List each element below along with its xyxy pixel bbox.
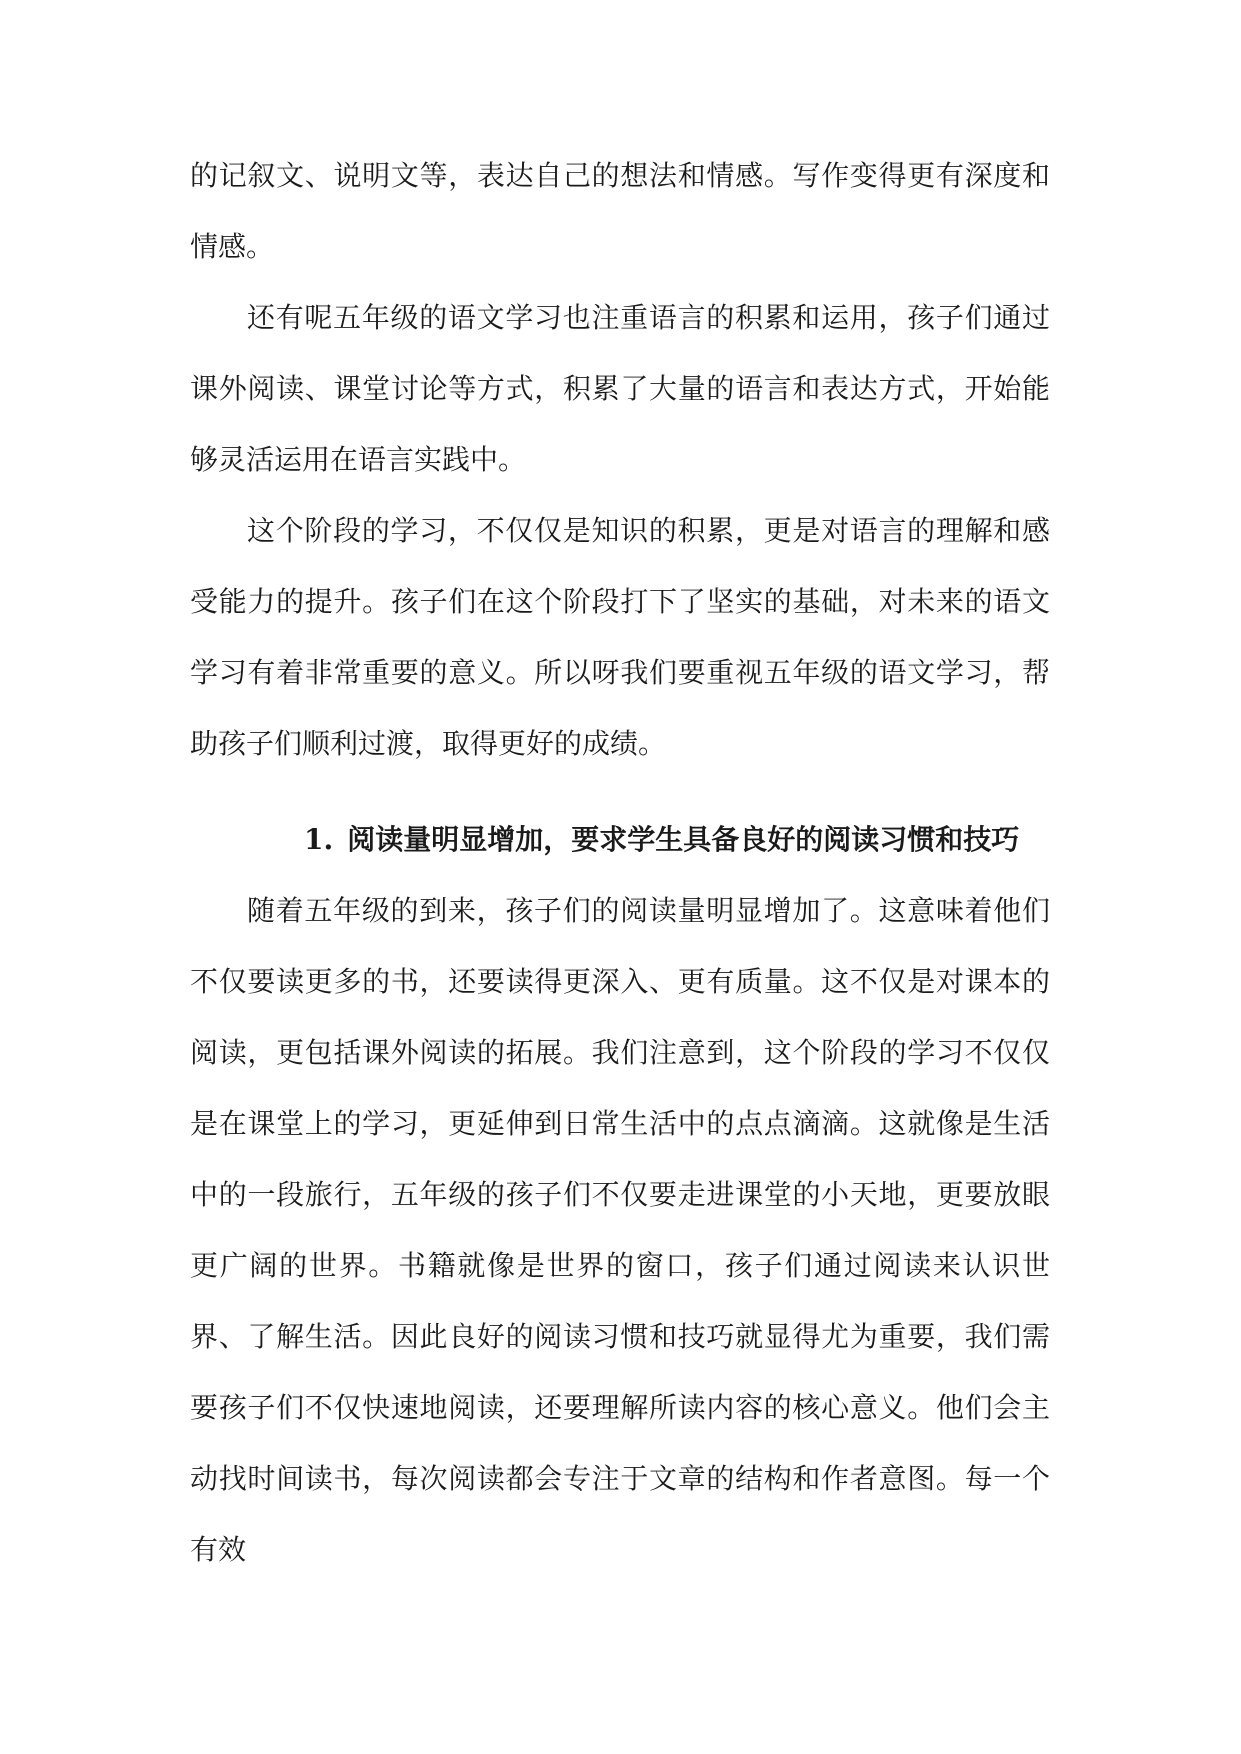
paragraph-continuation: 的记叙文、说明文等，表达自己的想法和情感。写作变得更有深度和情感。 — [190, 159, 1050, 263]
document-page — [190, 140, 1050, 1585]
paragraph-reading-increase: 随着五年级的到来，孩子们的阅读量明显增加了。这意味着他们不仅要读更多的书，还要读得更深入、更有质量。这不仅是对课本的阅读，更包括课外阅读的拓展。我们注意到，这个阶段的学习不仅仅是在课堂上的学习，更延伸到日常生活中的点点滴滴。这就像是生活中的一段旅行，五年级的孩子们不仅要走进课堂的小天地，更要放眼更广阔的世界。书籍就像是世界的窗口，孩子们通过阅读来认识世界、了解生活。因此良好的阅读习惯和技巧就显得尤为重要，我们需要孩子们不仅快速地阅读，还要理解所读内容的核心意义。他们会主动找时间读书，每次阅读都会专注于文章的结构和作者意图。每一个有效 — [190, 894, 1050, 1566]
paragraph-language-accumulation: 还有呢五年级的语文学习也注重语言的积累和运用，孩子们通过课外阅读、课堂讨论等方式，积累了大量的语言和表达方式，开始能够灵活运用在语言实践中。 — [190, 301, 1050, 476]
section-number: 1. — [304, 823, 334, 856]
paragraph-stage-significance: 这个阶段的学习，不仅仅是知识的积累，更是对语言的理解和感受能力的提升。孩子们在这个阶段打下了坚实的基础，对未来的语文学习有着非常重要的意义。所以呀我们要重视五年级的语文学习，帮助孩子们顺利过渡，取得更好的成绩。 — [190, 514, 1050, 760]
section-heading — [190, 804, 1050, 875]
section-title: 阅读量明显增加，要求学生具备良好的阅读习惯和技巧 — [347, 823, 1020, 856]
